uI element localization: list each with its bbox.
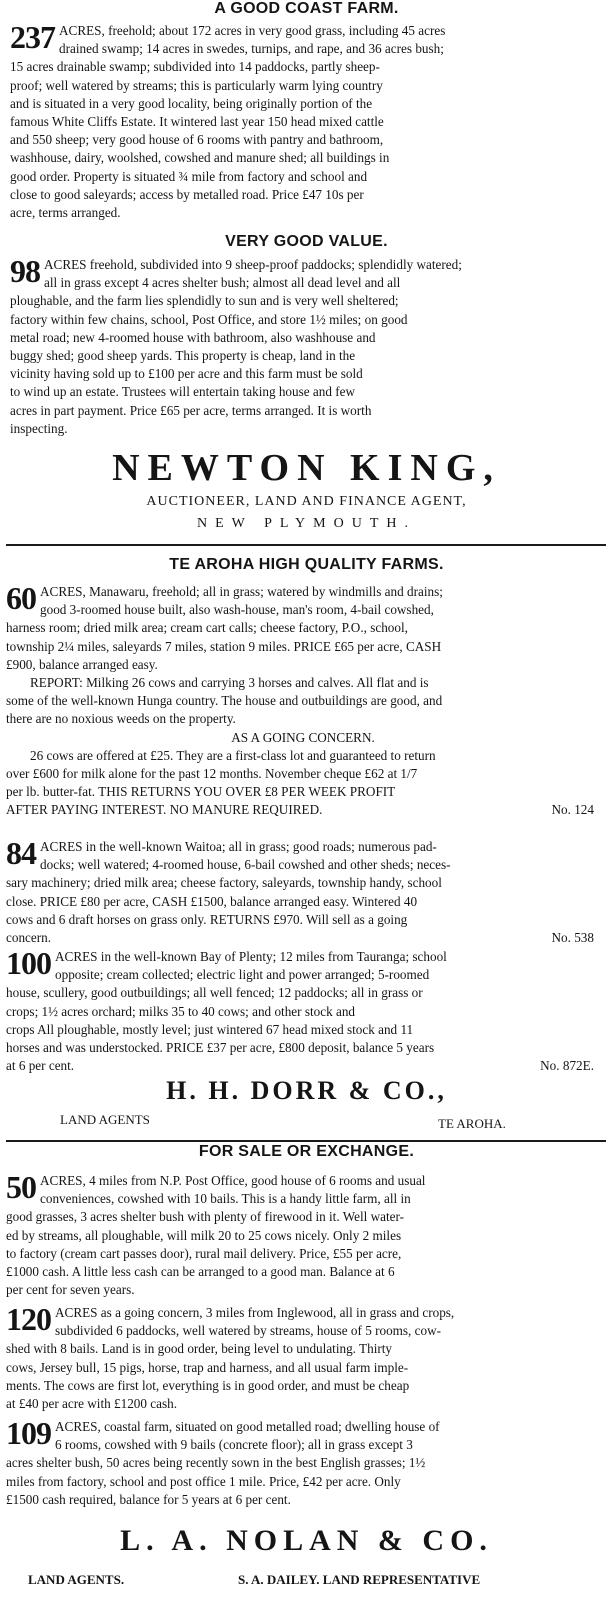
listing-line: per cent for seven years. <box>6 1282 135 1298</box>
listing-line: crops; 1½ acres orchard; milks 35 to 40 cows; and other stock and <box>6 1003 356 1019</box>
agent-right-label: S. A. DAILEY. LAND REPRESENTATIVE <box>238 1572 481 1587</box>
listing-line: metal road; new 4-roomed house with bathroom, also washhouse and <box>10 329 376 345</box>
agent-right-label: TE AROHA. <box>438 1116 506 1131</box>
listing-line: at £40 per acre with £1200 cash. <box>6 1396 178 1412</box>
listing-100-acres <box>6 945 600 1075</box>
listing-ref-number: No. 872E. <box>540 1058 594 1074</box>
listing-line: township 2¼ miles, saleyards 7 miles, station 9 miles. PRICE £65 per acre, CASH <box>6 638 442 654</box>
agent-title: AUCTIONEER, LAND AND FINANCE AGENT, <box>146 494 467 509</box>
listing-line: per lb. butter-fat. THIS RETURNS YOU OVER £8 PER WEEK PROFIT <box>6 784 396 800</box>
listing-number: 109 <box>6 1415 51 1451</box>
listing-line: proof; well watered by streams; this is particularly warm lying country <box>10 77 383 93</box>
listing-line: ACRES as a going concern, 3 miles from Inglewood, all in grass and crops, <box>55 1305 455 1320</box>
agent-left-label: LAND AGENTS <box>60 1112 150 1127</box>
listing-line: ACRES in the well-known Waitoa; all in grass; good roads; numerous pad- <box>40 839 437 854</box>
listing-50-acres <box>6 1169 600 1299</box>
listing-line: opposite; cream collected; electric light and power arranged; 5-roomed <box>55 967 430 983</box>
listing-60-acres <box>6 580 600 820</box>
listing-line: over £600 for milk alone for the past 12 months. November cheque £62 at 1/7 <box>6 766 418 782</box>
listing-line <box>6 1057 600 1075</box>
agent-dorr-co: H. H. DORR & CO., <box>166 1076 447 1105</box>
listing-line: ACRES, 4 miles from N.P. Post Office, good house of 6 rooms and usual <box>40 1173 426 1188</box>
listing-line: £900, balance arranged easy. <box>6 656 158 672</box>
listing-line-text: at 6 per cent. <box>6 1058 75 1074</box>
listing-line-text: concern. <box>6 930 52 946</box>
heading-good-coast-farm: A GOOD COAST FARM. <box>214 0 399 17</box>
listing-line: cows and 6 draft horses on grass only. RETURNS £970. Will sell as a going <box>6 911 408 927</box>
listing-line: and is situated in a very good locality, being originally portion of the <box>10 95 373 111</box>
listing-line: close to good saleyards; access by metalled road. Price £47 10s per <box>10 186 364 202</box>
listing-number: 98 <box>10 253 40 289</box>
listing-number: 100 <box>6 945 51 981</box>
listing-line: inspecting. <box>10 420 68 436</box>
listing-line: miles from factory, school and post office 1 mile. Price, £42 per acre. Only <box>6 1473 401 1489</box>
heading-te-aroha-farms: TE AROHA HIGH QUALITY FARMS. <box>169 556 444 573</box>
listing-line: all in grass except 4 acres shelter bush; almost all dead level and all <box>44 275 401 291</box>
listing-number: 120 <box>6 1301 51 1337</box>
listing-line: subdivided 6 paddocks, well watered by streams, house of 5 rooms, cow- <box>55 1323 442 1339</box>
listing-line: there are no noxious weeds on the property. <box>6 711 236 727</box>
listing-line: good grasses, 3 acres shelter bush with plenty of firewood in it. Well water- <box>6 1209 404 1225</box>
agent-place: NEW PLYMOUTH. <box>196 516 416 531</box>
going-concern-heading: AS A GOING CONCERN. <box>231 729 375 745</box>
listing-line: good order. Property is situated ¾ mile from factory and school and <box>10 168 368 184</box>
agent-left-label: LAND AGENTS. <box>28 1572 125 1587</box>
divider <box>6 544 606 546</box>
listing-ref-number: No. 124 <box>551 802 594 818</box>
listing-line: ACRES freehold, subdivided into 9 sheep-proof paddocks; splendidly watered; <box>44 257 462 272</box>
listing-84-acres <box>6 835 600 947</box>
listing-237-acres <box>10 19 600 222</box>
listing-line: harness room; dried milk area; cream cart calls; cheese factory, P.O., school, <box>6 620 408 636</box>
listing-line: sary machinery; dried milk area; cheese factory, saleyards, township handy, school <box>6 875 442 891</box>
listing-line-text: AFTER PAYING INTEREST. NO MANURE REQUIRED. <box>6 802 323 818</box>
listing-line: cows, Jersey bull, 15 pigs, horse, trap and harness, and all usual farm imple- <box>6 1359 409 1375</box>
listing-line: acre, terms arranged. <box>10 205 121 221</box>
listing-line: vicinity having sold up to £100 per acre and this farm must be sold <box>10 366 363 382</box>
listing-109-acres <box>6 1415 600 1509</box>
listing-120-acres <box>6 1301 600 1413</box>
listing-line: REPORT: Milking 26 cows and carrying 3 horses and calves. All flat and is <box>30 675 429 691</box>
listing-line: shed with 8 bails. Land is in good order, being level to undulating. Thirty <box>6 1341 393 1357</box>
agent-nolan-co: L. A. NOLAN & CO. <box>120 1524 493 1557</box>
listing-line: to factory (cream cart passes door), rural mail delivery. Price, £55 per acre, <box>6 1245 402 1261</box>
listing-line: acres in part payment. Price £65 per acre, terms arranged. It is worth <box>10 402 372 418</box>
listing-line: acres shelter bush, 50 acres being recently sown in the best English grasses; 1½ <box>6 1455 426 1471</box>
listing-line: 15 acres drainable swamp; subdivided into 14 paddocks, partly sheep- <box>10 59 380 75</box>
listing-number: 237 <box>10 19 55 55</box>
listing-line: ACRES, Manawaru, freehold; all in grass; watered by windmills and drains; <box>40 584 443 599</box>
listing-line: ACRES, freehold; about 172 acres in very good grass, including 45 acres <box>59 23 446 38</box>
listing-number: 84 <box>6 835 36 871</box>
listing-line: factory within few chains, school, Post Office, and store 1½ miles; on good <box>10 311 408 327</box>
listing-line: crops All ploughable, mostly level; just wintered 67 head mixed stock and 11 <box>6 1021 414 1037</box>
listing-line: 26 cows are offered at £25. They are a first-class lot and guaranteed to return <box>30 747 436 763</box>
listing-line: buggy shed; good sheep yards. This property is cheap, land in the <box>10 348 356 364</box>
listing-line: close. PRICE £80 per acre, CASH £1500, balance arranged easy. Wintered 40 <box>6 893 418 909</box>
listing-line: horses and was understocked. PRICE £37 per acre, £800 deposit, balance 5 years <box>6 1040 435 1056</box>
listing-line: washhouse, dairy, woolshed, cowshed and manure shed; all buildings in <box>10 150 390 166</box>
listing-line: drained swamp; 14 acres in swedes, turnips, and rape, and 36 acres bush; <box>59 41 444 57</box>
listing-line: to wind up an estate. Trustees will entertain taking house and few <box>10 384 356 400</box>
listing-line: £1000 cash. A little less cash can be arranged to a good man. Balance at 6 <box>6 1264 395 1280</box>
listing-line: some of the well-known Hunga country. The house and outbuildings are good, and <box>6 693 443 709</box>
listing-line: famous White Cliffs Estate. It wintered last year 150 head mixed cattle <box>10 114 384 130</box>
divider <box>6 1140 606 1142</box>
listing-line: conveniences, cowshed with 10 bails. This is a handy little farm, all in <box>40 1191 411 1207</box>
listing-98-acres <box>10 253 600 438</box>
listing-line: ACRES in the well-known Bay of Plenty; 12 miles from Tauranga; school <box>55 949 447 964</box>
heading-for-sale-or-exchange: FOR SALE OR EXCHANGE. <box>198 1143 415 1160</box>
listing-number: 60 <box>6 580 36 616</box>
listing-line: and 550 sheep; very good house of 6 rooms with pantry and bathroom, <box>10 132 384 148</box>
listing-line <box>6 929 600 947</box>
listing-line: ACRES, coastal farm, situated on good metalled road; dwelling house of <box>55 1419 440 1434</box>
heading-very-good-value: VERY GOOD VALUE. <box>225 233 388 250</box>
listing-number: 50 <box>6 1169 36 1205</box>
listing-line: docks; well watered; 4-roomed house, 6-bail cowshed and other sheds; neces- <box>40 857 451 873</box>
listing-ref-number: No. 538 <box>551 930 594 946</box>
listing-line: ploughable, and the farm lies splendidly to sun and is very well sheltered; <box>10 293 399 309</box>
agent-newton-king: NEWTON KING, <box>112 447 501 489</box>
listing-line: ed by streams, all ploughable, will milk 20 to 25 cows nicely. Only 2 miles <box>6 1227 402 1243</box>
listing-line: house, scullery, good outbuildings; all well fenced; 12 paddocks; all in grass or <box>6 985 423 1001</box>
listing-line <box>6 801 600 819</box>
listing-line: 6 rooms, cowshed with 9 bails (concrete floor); all in grass except 3 <box>55 1437 413 1453</box>
listing-line: good 3-roomed house built, also wash-house, man's room, 4-bail cowshed, <box>40 602 434 618</box>
listing-line: ments. The cows are first lot, everything is in good order, and must be cheap <box>6 1377 410 1393</box>
listing-line: £1500 cash required, balance for 5 years at 6 per cent. <box>6 1491 291 1507</box>
